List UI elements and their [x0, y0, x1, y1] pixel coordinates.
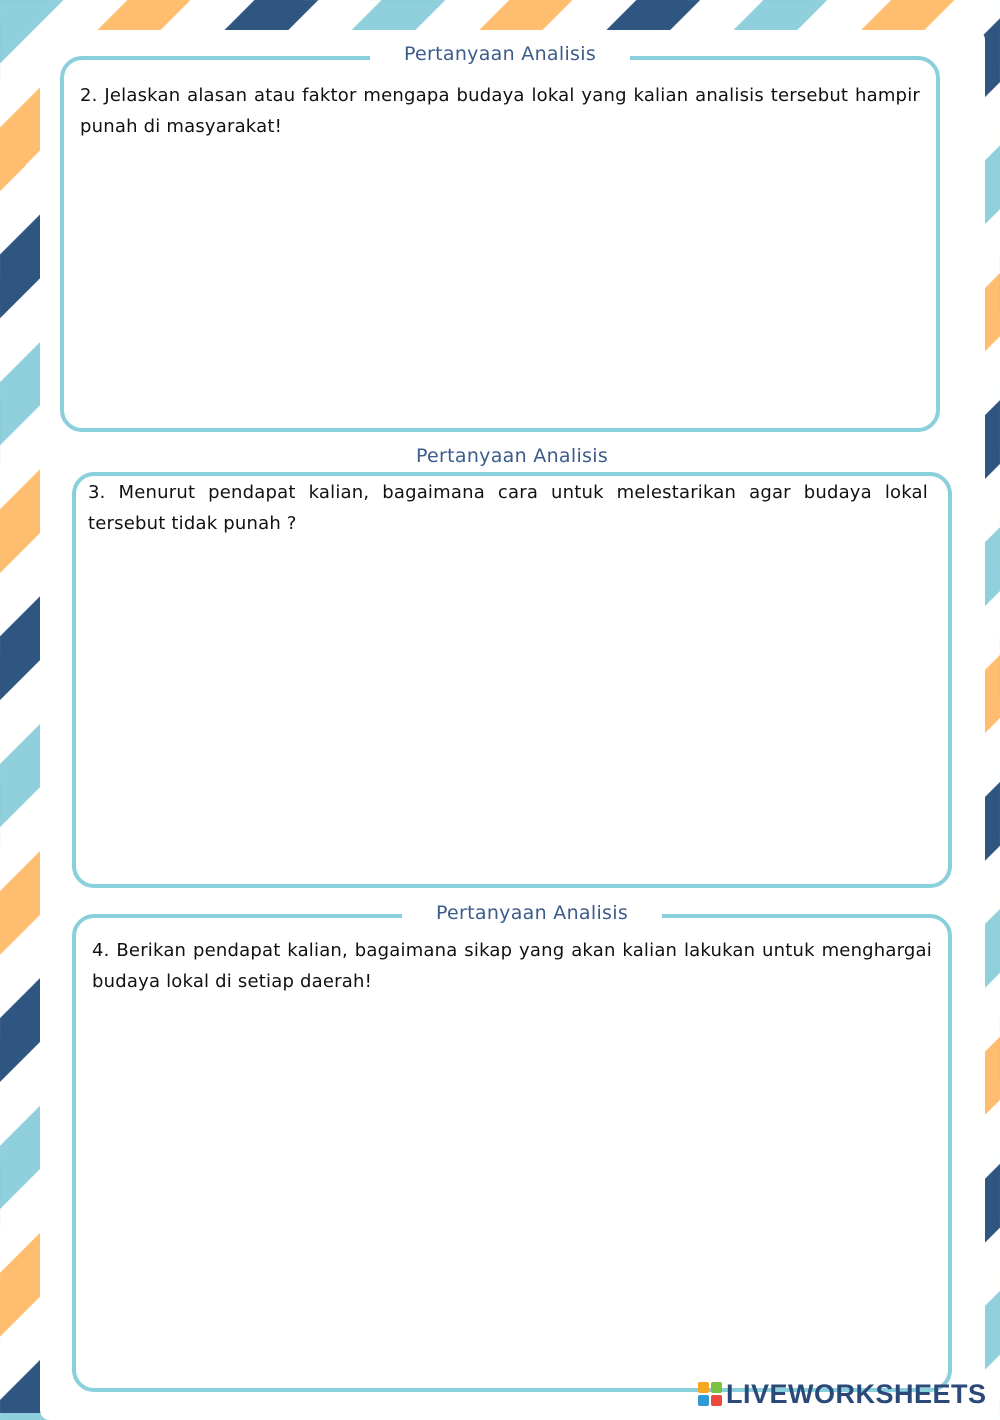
- question-q4: 4. Berikan pendapat kalian, bagaimana sikap yang akan kalian lakukan untuk menghargai budaya lokal di setiap daerah!: [92, 940, 932, 992]
- liveworksheets-logo: [698, 1378, 987, 1410]
- section-title-q2: Pertanyaan Analisis: [370, 39, 630, 69]
- section-title-q3: Pertanyaan Analisis: [382, 441, 642, 471]
- logo-square-icon: [698, 1382, 709, 1393]
- logo-grid-icon: [698, 1382, 722, 1406]
- logo-square-icon: [711, 1395, 722, 1406]
- logo-square-icon: [711, 1382, 722, 1393]
- section-title-q4: Pertanyaan Analisis: [402, 898, 662, 928]
- logo-square-icon: [698, 1395, 709, 1406]
- question-q2: 2. Jelaskan alasan atau faktor mengapa budaya lokal yang kalian analisis tersebut hampir punah di masyarakat!: [80, 85, 920, 137]
- question-q3: 3. Menurut pendapat kalian, bagaimana cara untuk melestarikan agar budaya lokal tersebut tidak punah ?: [88, 482, 928, 534]
- logo-text: LIVEWORKSHEETS: [726, 1378, 987, 1409]
